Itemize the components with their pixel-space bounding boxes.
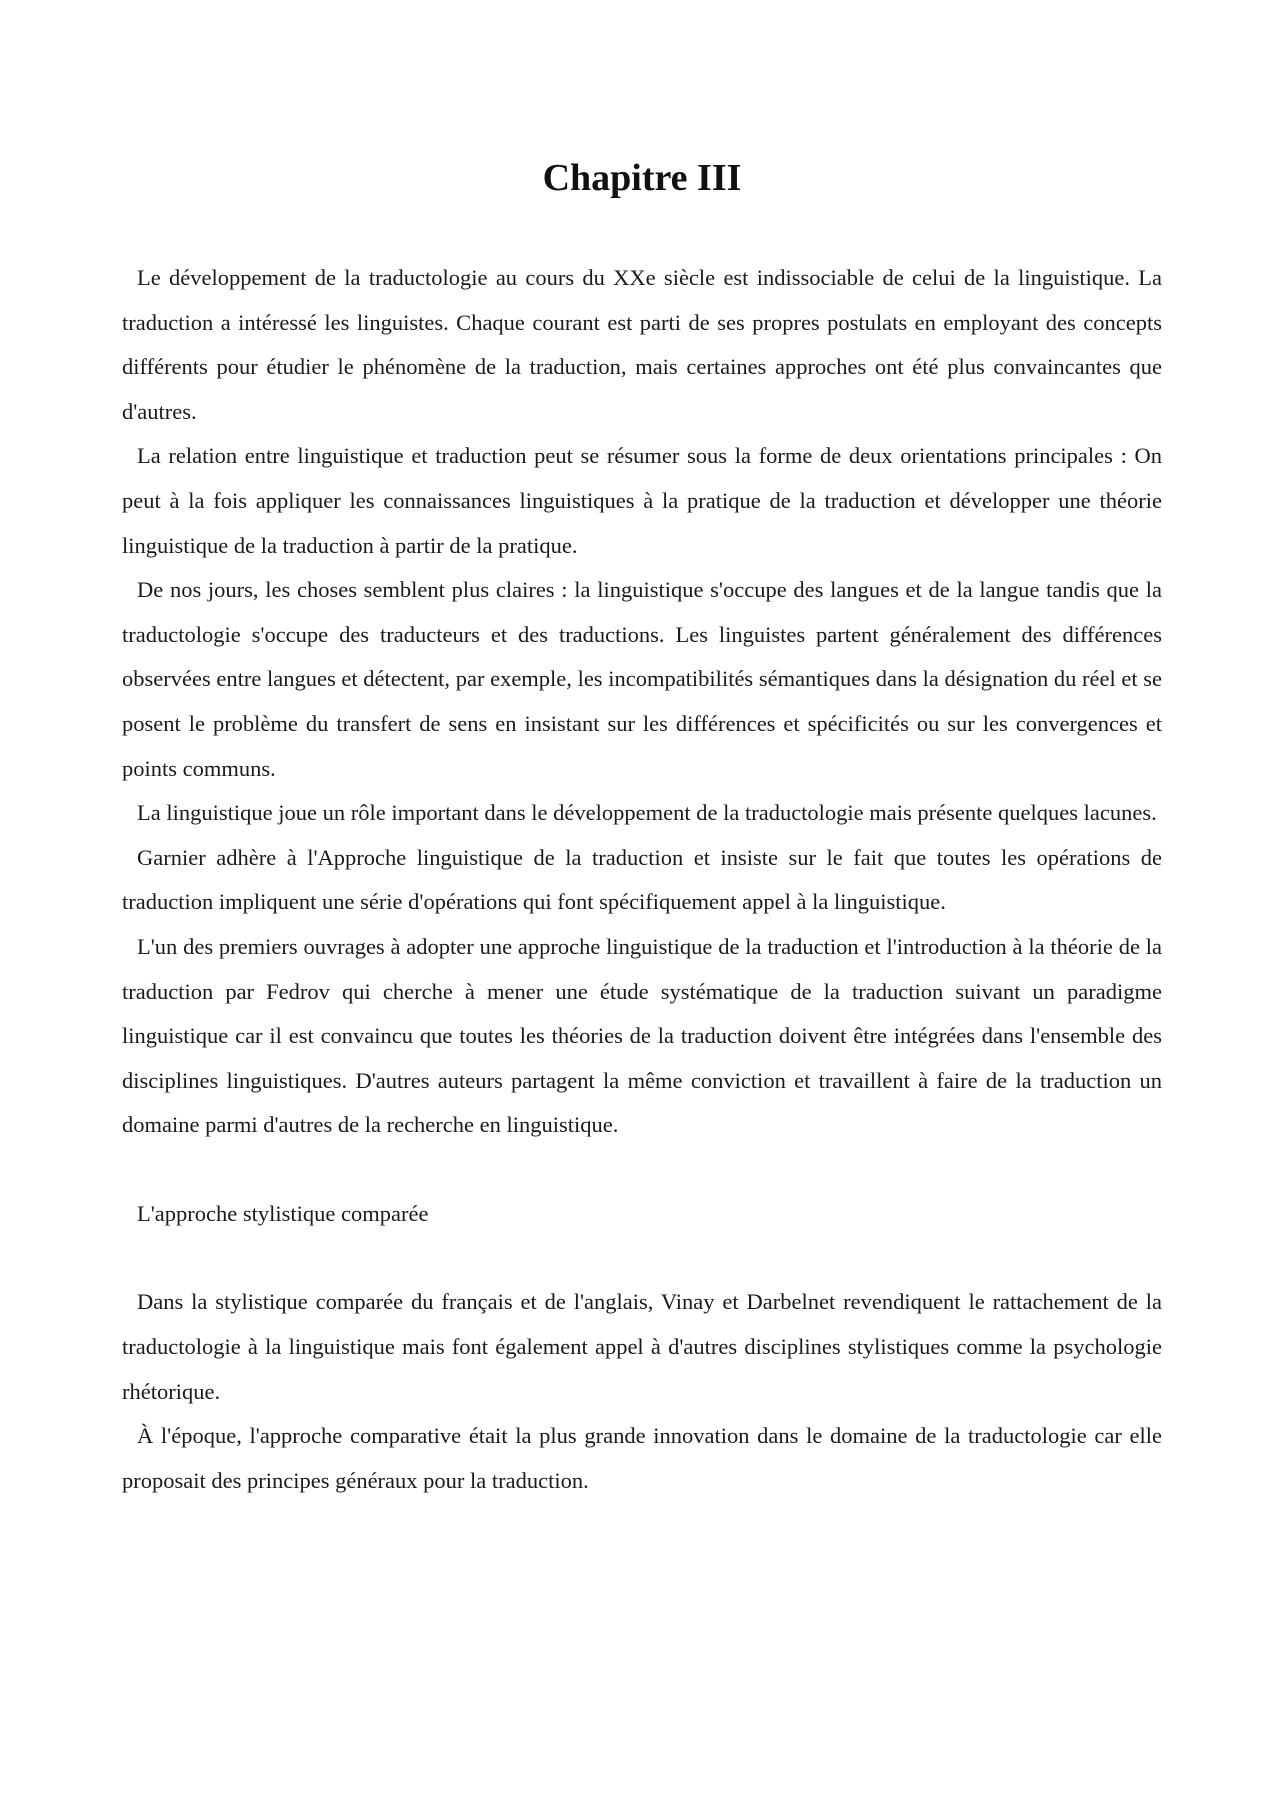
document-page (122, 150, 1162, 1503)
paragraph-7: Dans la stylistique comparée du français et de l'anglais, Vinay et Darbelnet revendiquent le rattachement de la traductologie à la linguistique mais font également appel à d'autres disciplines stylistiques comme la psychologie rhétorique. (122, 1289, 1162, 1404)
paragraph-5: Garnier adhère à l'Approche linguistique de la traduction et insiste sur le fait que toutes les opérations de traduction impliquent une série d'opérations qui font spécifiquement appel à la linguistique. (122, 844, 1162, 915)
paragraph-3: De nos jours, les choses semblent plus claires : la linguistique s'occupe des langues et de la langue tandis que la traductologie s'occupe des traducteurs et des traductions. Les linguistes partent généralement des différences observées entre langues et détectent, par exemple, les incompatibilités sémantiques dans la désignation du réel et se posent le problème du transfert de sens en insistant sur les différences et spécificités ou sur les convergences et points communs. (122, 577, 1162, 781)
paragraph-6: L'un des premiers ouvrages à adopter une approche linguistique de la traduction et l'introduction à la théorie de la traduction par Fedrov qui cherche à mener une étude systématique de la traduction suivant un paradigme linguistique car il est convaincu que toutes les théories de la traduction doivent être intégrées dans l'ensemble des disciplines linguistiques. D'autres auteurs partagent la même conviction et travaillent à faire de la traduction un domaine parmi d'autres de la recherche en linguistique. (122, 933, 1162, 1138)
paragraph-8: À l'époque, l'approche comparative était la plus grande innovation dans le domaine de la traductologie car elle proposait des principes généraux pour la traduction. (122, 1423, 1162, 1493)
page-title: Chapitre III (542, 157, 742, 199)
paragraph-2: La relation entre linguistique et traduction peut se résumer sous la forme de deux orientations principales : On peut à la fois appliquer les connaissances linguistiques à la pratique de la traduction et développer une théorie linguistique de la traduction à partir de la pratique. (122, 443, 1162, 558)
section-heading: L'approche stylistique comparée (137, 1200, 429, 1226)
paragraph-1: Le développement de la traductologie au cours du XXe siècle est indissociable de celui de la linguistique. La traduction a intéressé les linguistes. Chaque courant est parti de ses propres postulats en employant des concepts différents pour étudier le phénomène de la traduction, mais certaines approches ont été plus convaincantes que d'autres. (122, 265, 1162, 424)
paragraph-4: La linguistique joue un rôle important dans le développement de la traductologie mais présente quelques lacunes. (137, 800, 1157, 826)
